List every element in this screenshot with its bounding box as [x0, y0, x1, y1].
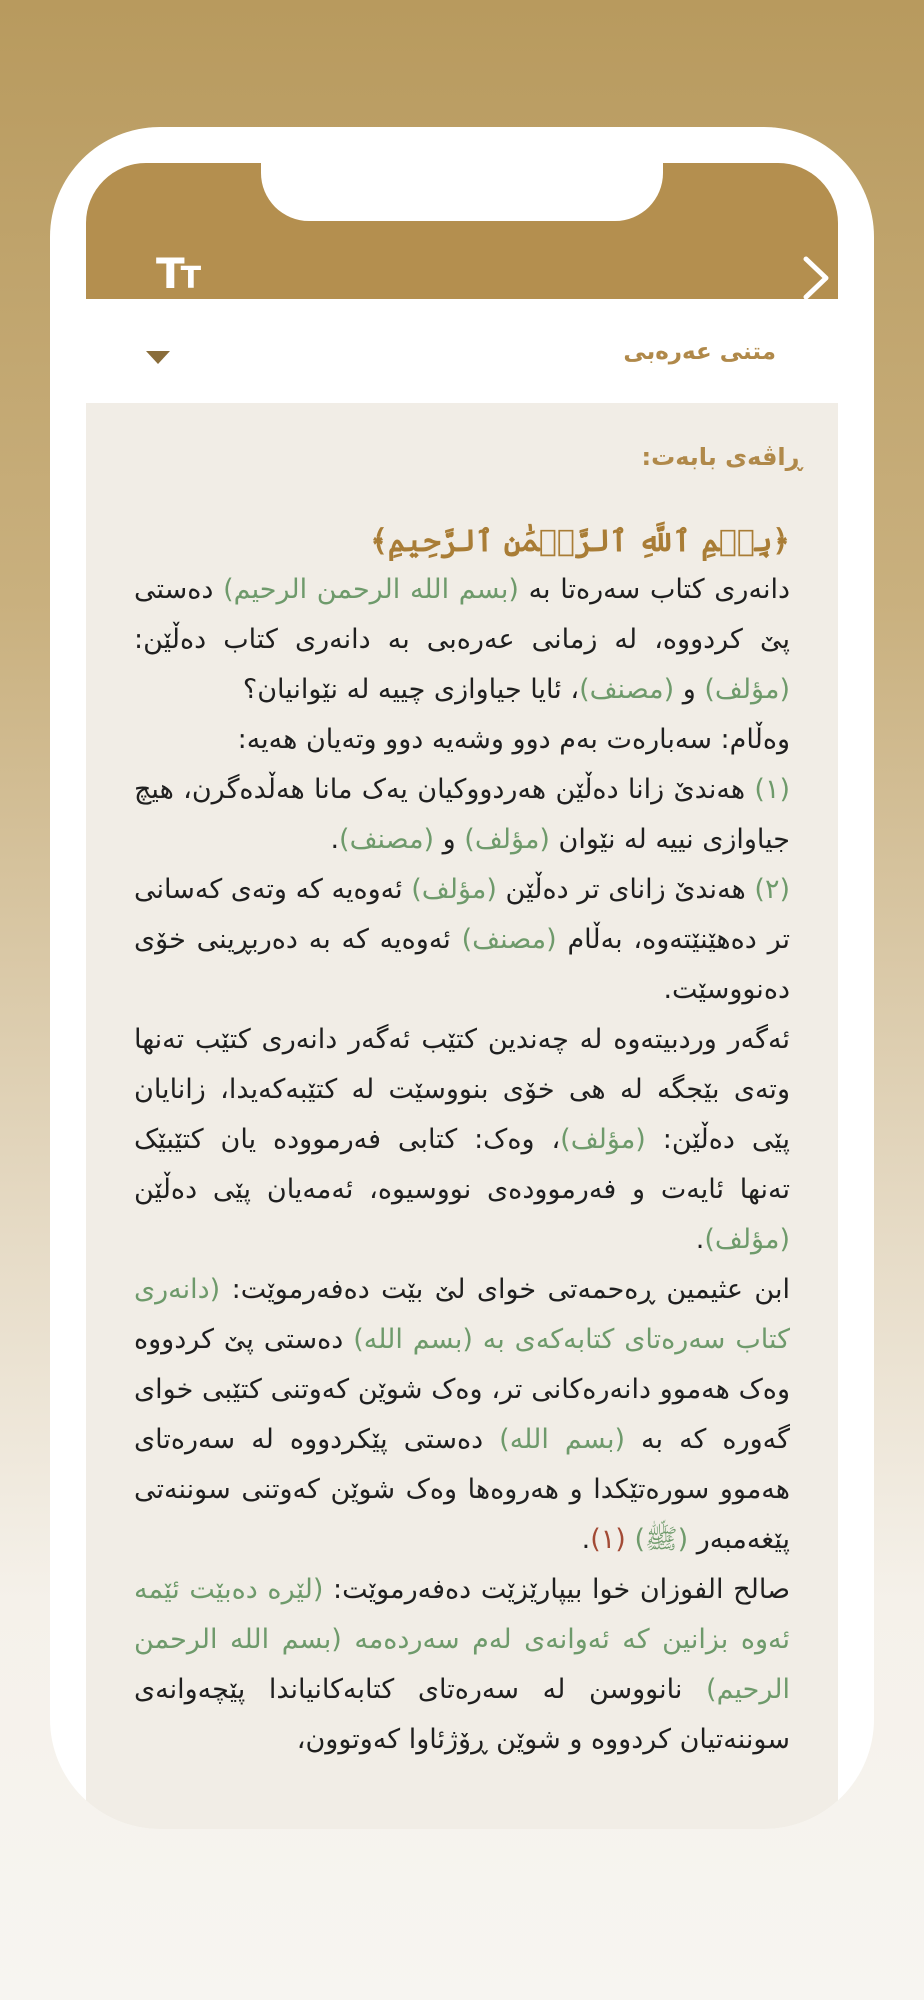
footnote-ref: (١): [590, 1524, 626, 1555]
text-run: دەستی پێ کردووە، لە زمانی عەرەبی بە دانەری کتاب دەڵێن:: [134, 574, 790, 655]
quoted-term: (دانەری کتاب سەرەتای کتابەکەی بە (بسم الله): [134, 1274, 790, 1355]
caret-down-icon[interactable]: [146, 351, 170, 364]
text-size-glyph-large: T: [156, 249, 181, 298]
paragraph: [134, 1565, 790, 1765]
paragraph: [134, 1265, 790, 1565]
quoted-term: (مؤلف): [704, 1224, 790, 1255]
basmala: ﴿بِسۡمِ ٱللَّهِ ٱلرَّحۡمَٰنِ ٱلرَّحِيمِ﴾: [370, 524, 790, 559]
phone-frame: [50, 127, 874, 1829]
quoted-term: (مصنف): [579, 674, 675, 705]
text-run: هەندێ زانا دەڵێن هەردووکیان یەک مانا هەڵدەگرن، هیچ جیاوازی نییە لە نێوان: [134, 774, 790, 855]
text-run: .: [581, 1524, 591, 1555]
text-type-selector[interactable]: [86, 299, 838, 403]
text-run: ئەگەر وردبیتەوە لە چەندین کتێب ئەگەر دانەری کتێب تەنها وتەی بێجگە لە هی خۆی بنووسێت لە کتێبەکەیدا، زانایان پێی دەڵێن:: [134, 1024, 791, 1155]
quoted-term: (مؤلف): [560, 1124, 646, 1155]
device-notch: [261, 163, 663, 221]
quoted-term: (بسم الله): [499, 1424, 625, 1455]
text-run: ، ئایا جیاوازی چییە لە نێوانیان؟: [242, 674, 580, 705]
quoted-term: (١): [754, 774, 790, 805]
text-size-glyph-small: T: [180, 261, 198, 296]
text-run: و: [674, 674, 705, 705]
explanation-panel: [86, 403, 838, 1829]
text-run: ابن عثيمين ڕەحمەتی خوای لێ بێت دەفەرموێت:: [220, 1274, 790, 1305]
text-run: ئەوەیە کە بە دەربڕینی خۆی دەنووسێت.: [134, 924, 790, 1005]
selector-label: متنی عەرەبی: [623, 339, 776, 365]
text-run: وەڵام: سەبارەت بەم دوو وشەیە دوو وتەیان هەیە:: [237, 724, 790, 755]
quoted-term: (مؤلف): [704, 674, 790, 705]
quoted-term: (ﷺ): [634, 1524, 689, 1555]
text-run: نانووسن لە سەرەتای کتابەکانیاندا پێچەوانەی سوننەتیان کردووە و شوێن ڕۆژئاوا کەوتوون،: [134, 1674, 790, 1755]
quoted-term: (٢): [754, 874, 790, 905]
paragraph: [134, 715, 790, 765]
body-text: [134, 519, 790, 1765]
quoted-term: (بسم الله الرحمن الرحيم): [223, 574, 519, 605]
text-run: صالح الفوزان خوا بیپارێزێت دەفەرموێت:: [323, 1574, 790, 1605]
text-run: .: [695, 1224, 705, 1255]
text-run: هەندێ زانای تر دەڵێن: [496, 874, 755, 905]
text-run: دانەری کتاب سەرەتا بە: [518, 574, 790, 605]
quoted-term: (لێرە دەبێت ئێمە ئەوە بزانین کە ئەوانەی لەم سەردەمە (بسم الله الرحمن الرحيم): [134, 1574, 790, 1705]
text-run: ، وەک: کتابی فەرمووده یان کتێبێک تەنها ئایەت و فەرموودەی نووسیوە، ئەمەیان پێی دەڵێن: [134, 1124, 790, 1205]
text-run: .: [330, 824, 340, 855]
text-run: دەستی پێ کردووە وەک هەموو دانەرەکانی تر، وەک شوێن کەوتنی کتێبی خوای گەورە کە بە: [134, 1324, 790, 1455]
text-run: دەستی پێکردووە لە سەرەتای هەموو سورەتێکدا و هەروەها وەک شوێن کەوتنی سوننەتی پێغەمبەر: [134, 1424, 790, 1555]
quoted-term: (مؤلف): [411, 874, 497, 905]
paragraph: [134, 765, 790, 865]
paragraph: [134, 565, 790, 715]
paragraph: [134, 1015, 790, 1265]
section-title: ڕاڤەی بابەت:: [641, 443, 802, 471]
paragraph: [134, 865, 790, 1015]
quoted-term: (مصنف): [461, 924, 557, 955]
quoted-term: (مصنف): [339, 824, 435, 855]
text-size-icon[interactable]: [156, 249, 198, 298]
quoted-term: (مؤلف): [464, 824, 550, 855]
text-run: و: [434, 824, 465, 855]
chevron-right-icon[interactable]: [800, 255, 830, 301]
text-run: ئەوەیە کە وتەی کەسانی تر دەهێنێتەوە، بەڵام: [134, 874, 790, 955]
